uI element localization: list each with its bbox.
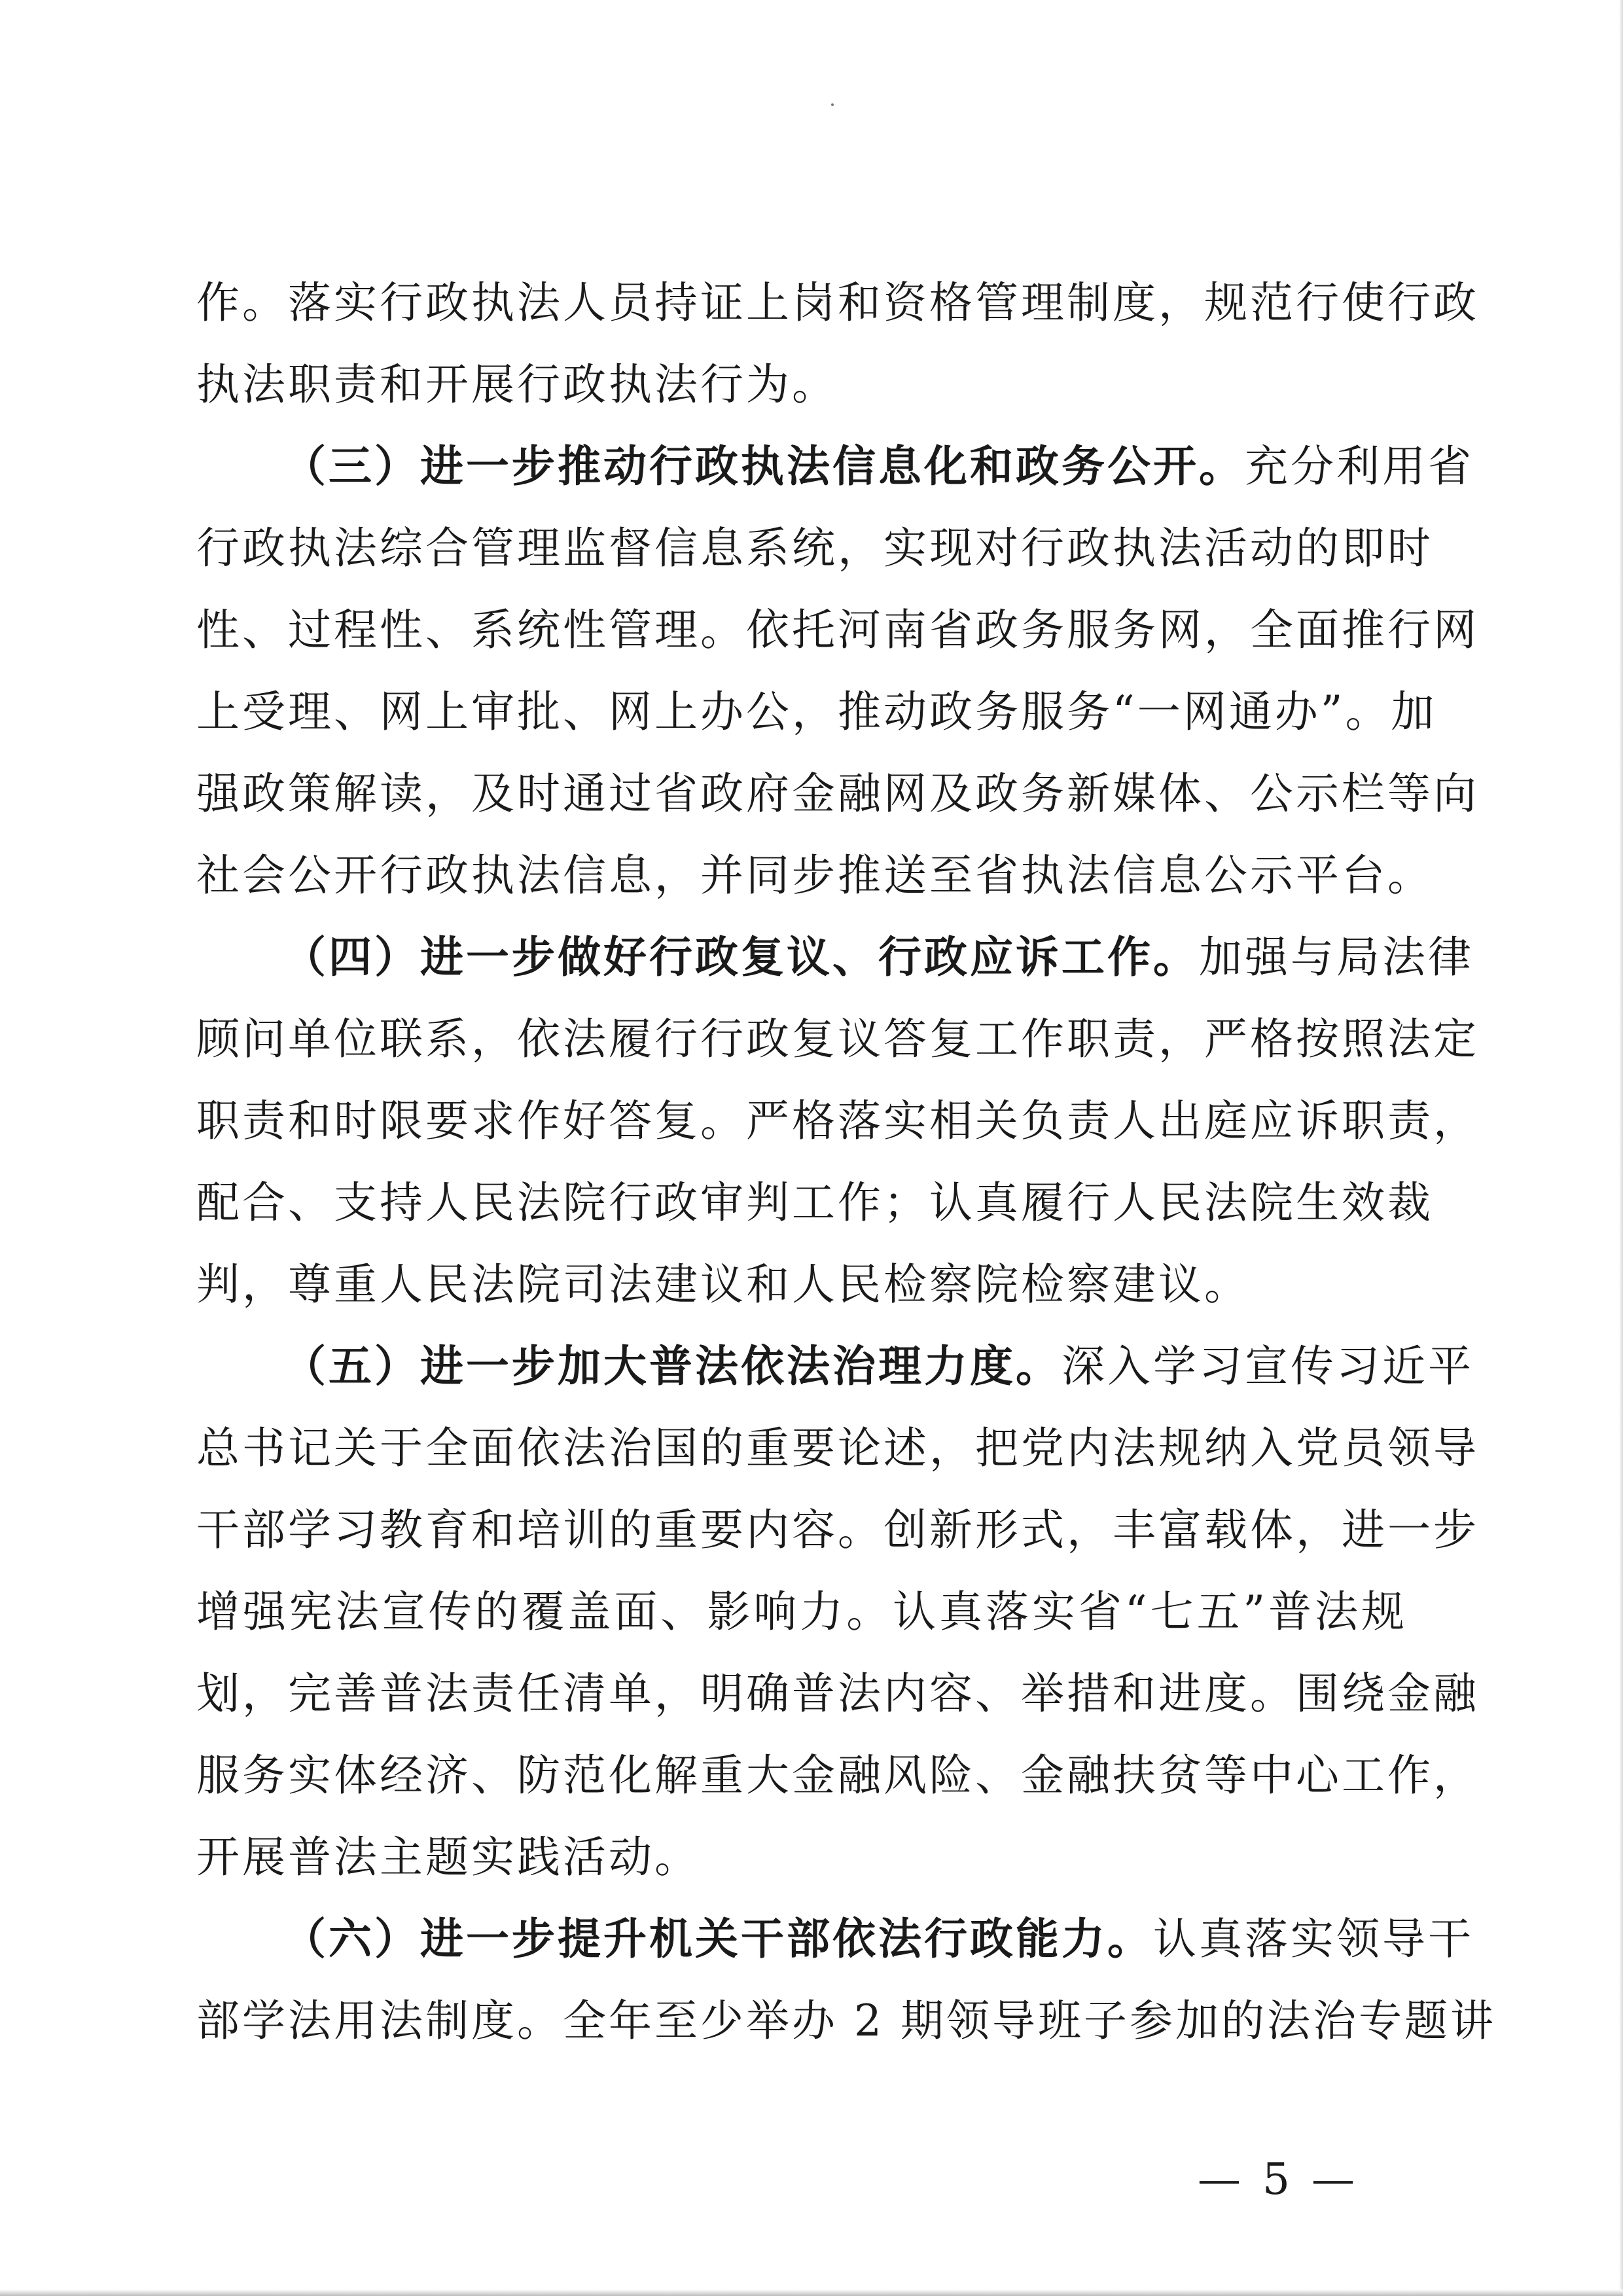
line-text: 充分利用省 [1245, 441, 1474, 492]
line-text: 行政执法综合管理监督信息系统，实现对行政执法活动的即时 [196, 523, 1433, 573]
line-text: 作。落实行政执法人员持证上岗和资格管理制度，规范行使行政 [196, 278, 1479, 328]
section-heading: （四）进一步做好行政复议、行政应诉工作。 [283, 931, 1199, 982]
body-text [196, 262, 1496, 2062]
line-text: 干部学习教育和培训的重要内容。创新形式，丰富载体，进一步 [196, 1505, 1479, 1555]
text-line [196, 1653, 1479, 1734]
text-line [196, 507, 1433, 589]
scan-speck [831, 103, 834, 106]
text-line [196, 1571, 1407, 1653]
section-heading: （三）进一步推动行政执法信息化和政务公开。 [283, 440, 1245, 492]
text-line [196, 1244, 1407, 1325]
scan-edge-bottom [0, 2289, 1623, 2296]
text-line [196, 916, 1474, 998]
section-heading: （五）进一步加大普法依法治理力度。 [283, 1340, 1061, 1391]
line-text: 强政策解读，及时通过省政府金融网及政务新媒体、公示栏等向 [196, 768, 1479, 819]
text-line [196, 834, 1433, 916]
text-line [196, 1734, 1479, 1816]
line-text: 职责和时限要求作好答复。严格落实相关负责人出庭应诉职责， [196, 1096, 1479, 1146]
text-line [196, 1162, 1433, 1244]
line-text: 增强宪法宣传的覆盖面、影响力。认真落实省“七五”普法规 [196, 1587, 1407, 1637]
text-line [196, 1489, 1479, 1571]
line-text: 开展普法主题实践活动。 [196, 1832, 700, 1882]
text-line [196, 753, 1479, 834]
section-heading: （六）进一步提升机关干部依法行政能力。 [283, 1913, 1153, 1964]
text-line [196, 1407, 1479, 1489]
line-text: 划，完善普法责任清单，明确普法内容、举措和进度。围绕金融 [196, 1668, 1479, 1719]
scan-edge-right [1619, 0, 1623, 2296]
text-line [196, 1898, 1474, 1980]
line-text: 顾问单位联系，依法履行行政复议答复工作职责，严格按照法定 [196, 1014, 1479, 1064]
line-text: 部学法用法制度。全年至少举办 2 期领导班子参加的法治专题讲 [196, 1996, 1496, 2046]
line-text: 性、过程性、系统性管理。依托河南省政务服务网，全面推行网 [196, 605, 1479, 655]
line-text: 加强与局法律 [1199, 932, 1474, 982]
line-text: 深入学习宣传习近平 [1061, 1341, 1474, 1391]
text-line [196, 998, 1479, 1080]
line-text: 认真落实领导干 [1153, 1914, 1474, 1964]
text-line [196, 425, 1474, 507]
line-text: 服务实体经济、防范化解重大金融风险、金融扶贫等中心工作， [196, 1750, 1479, 1801]
text-line [196, 589, 1479, 671]
line-text: 社会公开行政执法信息，并同步推送至省执法信息公示平台。 [196, 850, 1433, 901]
page-number: — 5 — [1198, 2154, 1359, 2204]
line-text: 总书记关于全面依法治国的重要论述，把党内法规纳入党员领导 [196, 1423, 1479, 1473]
line-text: 执法职责和开展行政执法行为。 [196, 359, 838, 410]
line-text: 判，尊重人民法院司法建议和人民检察院检察建议。 [196, 1259, 1250, 1310]
line-text: 上受理、网上审批、网上办公，推动政务服务“一网通办”。加 [196, 687, 1437, 737]
text-line [196, 1816, 1407, 1898]
text-line [196, 671, 1437, 753]
text-line [196, 1325, 1474, 1407]
text-line [196, 344, 1407, 425]
text-line [196, 1980, 1496, 2062]
line-text: 配合、支持人民法院行政审判工作；认真履行人民法院生效裁 [196, 1177, 1433, 1228]
text-line [196, 1080, 1479, 1162]
text-line [196, 262, 1479, 344]
